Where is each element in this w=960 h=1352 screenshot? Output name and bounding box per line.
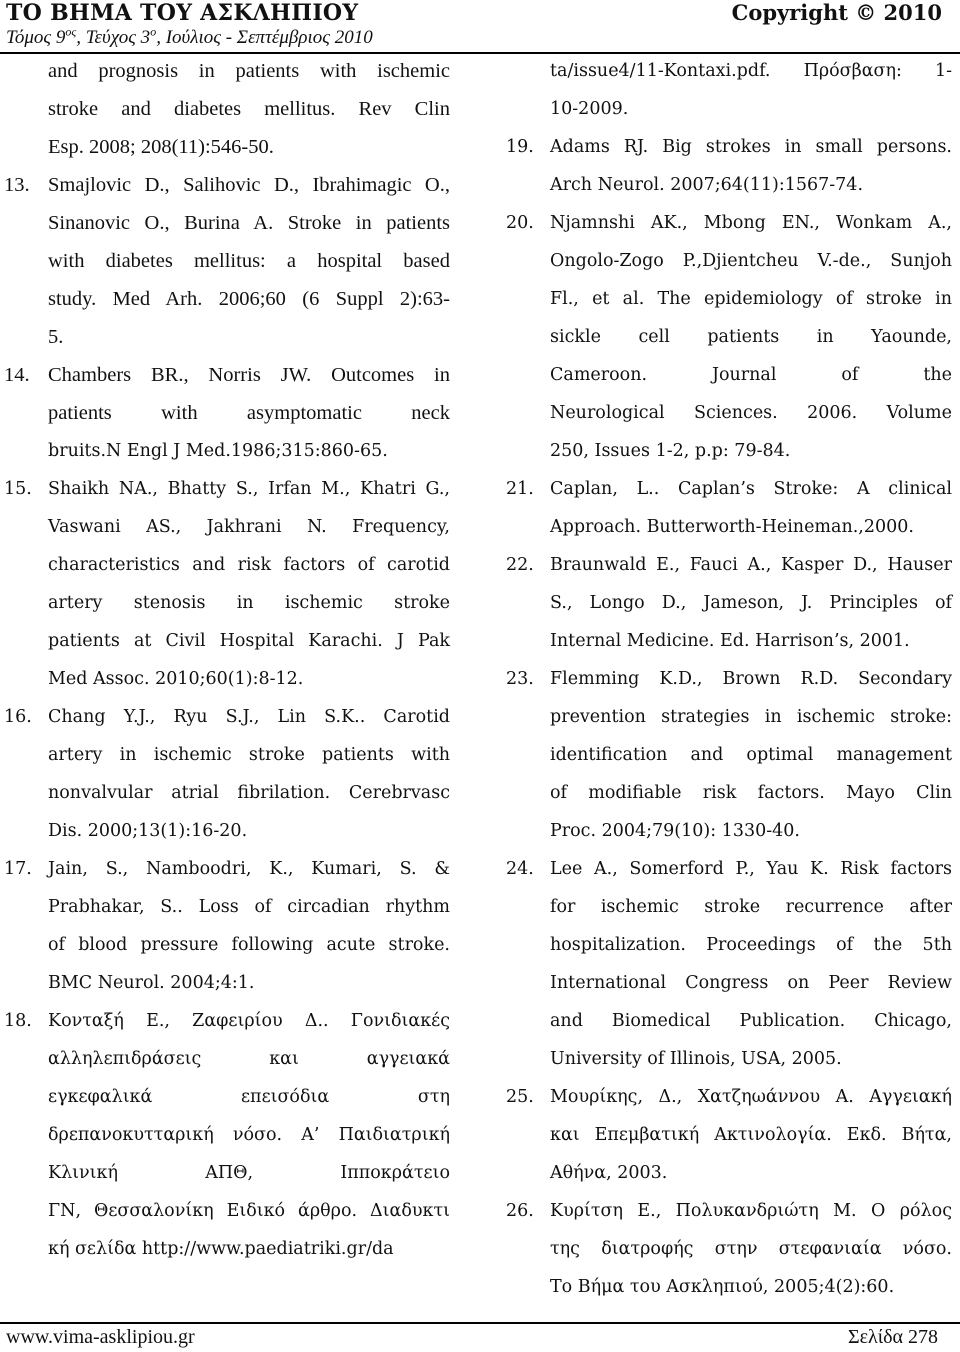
reference-text: Njamnshi AK., Mbong EN., Wonkam A.,: [550, 213, 952, 233]
reference-text: 250, Issues 1-2, p.p: 79-84.: [550, 441, 791, 461]
reference-text: of modifiable risk factors. Mayo Clin: [550, 783, 952, 803]
reference-line: [506, 128, 952, 166]
reference-text: Μουρίκης, Δ., Χατζηωάννου Α. Αγγειακή: [550, 1087, 952, 1107]
reference-text: and prognosis in patients with ischemic: [48, 60, 450, 82]
reference-text: Braunwald E., Fauci A., Kasper D., Hauser: [550, 555, 952, 575]
reference-line: [506, 660, 952, 698]
reference-line: [506, 1230, 952, 1268]
reference-number: 17.: [4, 859, 32, 879]
reference-line: [506, 470, 952, 508]
reference-text: 10-2009.: [550, 99, 629, 119]
reference-text: identification and optimal management: [550, 745, 952, 765]
page-number: Σελίδα 278: [847, 1326, 938, 1348]
references-left-column: [4, 52, 450, 1268]
reference-text: nonvalvular atrial fibrilation. Cerebrvasc: [48, 783, 450, 803]
reference-text: Κλινική ΑΠΘ, Ιπποκράτειο: [48, 1163, 450, 1183]
issue-number: , Τεύχος 3: [76, 27, 151, 48]
references-right-column: [506, 52, 952, 1306]
reference-text: Neurological Sciences. 2006. Volume: [550, 403, 952, 423]
reference-line: [506, 1078, 952, 1116]
reference-text: Adams RJ. Big strokes in small persons.: [550, 137, 952, 157]
reference-line: [4, 1154, 450, 1192]
reference-line: [506, 318, 952, 356]
reference-number: 16.: [4, 707, 32, 727]
reference-text: bruits.N Engl J Med.1986;315:860-65.: [48, 441, 388, 461]
reference-line: [506, 166, 952, 204]
reference-line: [4, 394, 450, 432]
reference-line: [4, 926, 450, 964]
reference-number: 19.: [506, 137, 534, 157]
footer-divider: [0, 1322, 960, 1324]
reference-text: Cameroon. Journal of the: [550, 365, 952, 385]
reference-line: [506, 508, 952, 546]
reference-line: [4, 622, 450, 660]
issue-volume-suffix: ος: [65, 24, 77, 39]
reference-text: Το Βήμα του Ασκληπιού, 2005;4(2):60.: [550, 1277, 895, 1297]
reference-line: [4, 1230, 450, 1268]
reference-text: study. Med Arh. 2006;60 (6 Suppl 2):63-: [48, 288, 450, 310]
reference-text: και Επεμβατική Ακτινολογία. Εκδ. Βήτα,: [550, 1125, 952, 1145]
reference-number: 20.: [506, 213, 534, 233]
reference-text: sickle cell patients in Yaounde,: [550, 327, 952, 347]
reference-text: Lee A., Somerford P., Yau K. Risk factors: [550, 859, 952, 879]
reference-line: [4, 774, 450, 812]
reference-text: Κονταξή Ε., Ζαφειρίου Δ.. Γονιδιακές: [48, 1011, 450, 1031]
reference-text: Chang Y.J., Ryu S.J., Lin S.K.. Carotid: [48, 707, 450, 727]
reference-line: [506, 698, 952, 736]
reference-number: 22.: [506, 555, 534, 575]
reference-text: Κυρίτση Ε., Πολυκανδριώτη Μ. Ο ρόλος: [550, 1201, 952, 1221]
reference-line: [506, 546, 952, 584]
reference-text: 5.: [48, 326, 64, 348]
reference-text: hospitalization. Proceedings of the 5th: [550, 935, 952, 955]
footer-website: www.vima-asklipiou.gr: [6, 1326, 195, 1348]
reference-line: [4, 1192, 450, 1230]
reference-text: Ongolo-Zogo P.,Djientcheu V.-de., Sunjoh: [550, 251, 952, 271]
reference-line: [506, 850, 952, 888]
reference-text: Sinanovic O., Burina A. Stroke in patients: [48, 212, 450, 234]
reference-number: 24.: [506, 859, 534, 879]
reference-line: [4, 432, 450, 470]
reference-text: Smajlovic D., Salihovic D., Ibrahimagic O.,: [48, 174, 450, 196]
reference-line: [4, 318, 450, 356]
reference-line: [506, 584, 952, 622]
reference-line: [4, 52, 450, 90]
reference-number: 15.: [4, 479, 32, 499]
reference-text: Approach. Butterworth-Heineman.,2000.: [550, 517, 914, 537]
reference-line: [506, 622, 952, 660]
reference-text: Chambers BR., Norris JW. Outcomes in: [48, 364, 450, 386]
reference-line: [4, 242, 450, 280]
reference-text: ta/issue4/11-Kontaxi.pdf. Πρόσβαση: 1-: [550, 61, 952, 81]
reference-line: [506, 280, 952, 318]
reference-text: Internal Medicine. Ed. Harrison’s, 2001.: [550, 631, 910, 651]
reference-text: and Biomedical Publication. Chicago,: [550, 1011, 952, 1031]
reference-text: της διατροφής στην στεφανιαία νόσο.: [550, 1239, 952, 1259]
reference-number: 26.: [506, 1201, 534, 1221]
reference-line: [506, 736, 952, 774]
reference-text: for ischemic stroke recurrence after: [550, 897, 952, 917]
reference-text: εγκεφαλικά επεισόδια στη: [48, 1087, 450, 1107]
reference-text: artery in ischemic stroke patients with: [48, 745, 450, 765]
reference-text: International Congress on Peer Review: [550, 973, 952, 993]
reference-text: Med Assoc. 2010;60(1):8-12.: [48, 669, 304, 689]
reference-line: [4, 128, 450, 166]
reference-line: [4, 812, 450, 850]
reference-line: [4, 204, 450, 242]
reference-text: κή σελίδα http://www.paediatriki.gr/da: [48, 1239, 394, 1259]
reference-line: [4, 850, 450, 888]
reference-text: of blood pressure following acute stroke.: [48, 935, 450, 955]
reference-line: [4, 964, 450, 1002]
reference-text: δρεπανοκυτταρική νόσο. Α’ Παιδιατρική: [48, 1125, 450, 1145]
reference-line: [4, 508, 450, 546]
reference-text: patients with asymptomatic neck: [48, 402, 450, 424]
issue-volume: Τόμος 9: [6, 27, 66, 48]
reference-line: [4, 1116, 450, 1154]
issue-number-suffix: ο: [150, 24, 157, 39]
reference-number: 25.: [506, 1087, 534, 1107]
reference-line: [506, 926, 952, 964]
reference-line: [4, 546, 450, 584]
reference-number: 13.: [4, 174, 30, 196]
reference-text: Proc. 2004;79(10): 1330-40.: [550, 821, 800, 841]
reference-text: Arch Neurol. 2007;64(11):1567-74.: [550, 175, 864, 195]
reference-line: [4, 166, 450, 204]
reference-text: S., Longo D., Jameson, J. Principles of: [550, 593, 952, 613]
reference-line: [4, 584, 450, 622]
reference-text: ΓΝ, Θεσσαλονίκη Ειδικό άρθρο. Διαδυκτι: [48, 1201, 450, 1221]
reference-line: [506, 432, 952, 470]
reference-text: Prabhakar, S.. Loss of circadian rhythm: [48, 897, 450, 917]
reference-text: Vaswani AS., Jakhrani N. Frequency,: [48, 517, 450, 537]
reference-line: [4, 888, 450, 926]
issue-period: , Ιούλιος - Σεπτέμβριος 2010: [156, 27, 373, 48]
reference-line: [506, 90, 952, 128]
reference-line: [506, 964, 952, 1002]
reference-line: [506, 204, 952, 242]
reference-line: [4, 280, 450, 318]
reference-line: [506, 1002, 952, 1040]
reference-line: [506, 1268, 952, 1306]
reference-line: [4, 90, 450, 128]
issue-info: [6, 24, 373, 49]
page-header: [0, 0, 960, 52]
reference-line: [4, 1002, 450, 1040]
reference-line: [506, 394, 952, 432]
reference-text: patients at Civil Hospital Karachi. J Pak: [48, 631, 450, 651]
reference-text: University of Illinois, USA, 2005.: [550, 1049, 842, 1069]
reference-line: [506, 356, 952, 394]
reference-line: [506, 1154, 952, 1192]
reference-number: 21.: [506, 479, 534, 499]
reference-text: artery stenosis in ischemic stroke: [48, 593, 450, 613]
reference-line: [4, 470, 450, 508]
reference-text: characteristics and risk factors of carotid: [48, 555, 450, 575]
journal-title: ΤΟ ΒΗΜΑ ΤΟΥ ΑΣΚΛΗΠΙΟΥ: [6, 0, 359, 26]
reference-text: with diabetes mellitus: a hospital based: [48, 250, 450, 272]
reference-text: Esp. 2008; 208(11):546-50.: [48, 136, 274, 158]
reference-text: Jain, S., Namboodri, K., Kumari, S. &: [48, 859, 450, 879]
reference-number: 14.: [4, 364, 30, 386]
reference-text: Flemming K.D., Brown R.D. Secondary: [550, 669, 952, 689]
reference-line: [4, 660, 450, 698]
reference-text: BMC Neurol. 2004;4:1.: [48, 973, 255, 993]
reference-line: [4, 1078, 450, 1116]
reference-line: [4, 736, 450, 774]
reference-line: [506, 1040, 952, 1078]
reference-line: [506, 774, 952, 812]
reference-number: 23.: [506, 669, 534, 689]
reference-text: prevention strategies in ischemic stroke:: [550, 707, 952, 727]
reference-line: [506, 52, 952, 90]
reference-line: [506, 812, 952, 850]
reference-number: 18.: [4, 1011, 32, 1031]
reference-line: [506, 1192, 952, 1230]
reference-text: Fl., et al. The epidemiology of stroke in: [550, 289, 952, 309]
reference-text: Αθήνα, 2003.: [550, 1163, 668, 1183]
reference-line: [4, 698, 450, 736]
reference-line: [506, 1116, 952, 1154]
reference-line: [4, 356, 450, 394]
copyright-notice: Copyright © 2010: [731, 0, 942, 25]
reference-text: Shaikh NA., Bhatty S., Irfan M., Khatri G.,: [48, 479, 450, 499]
reference-line: [4, 1040, 450, 1078]
reference-text: αλληλεπιδράσεις και αγγειακά: [48, 1049, 450, 1069]
reference-line: [506, 242, 952, 280]
reference-line: [506, 888, 952, 926]
reference-text: stroke and diabetes mellitus. Rev Clin: [48, 98, 450, 120]
reference-text: Dis. 2000;13(1):16-20.: [48, 821, 248, 841]
reference-text: Caplan, L.. Caplan’s Stroke: A clinical: [550, 479, 952, 499]
